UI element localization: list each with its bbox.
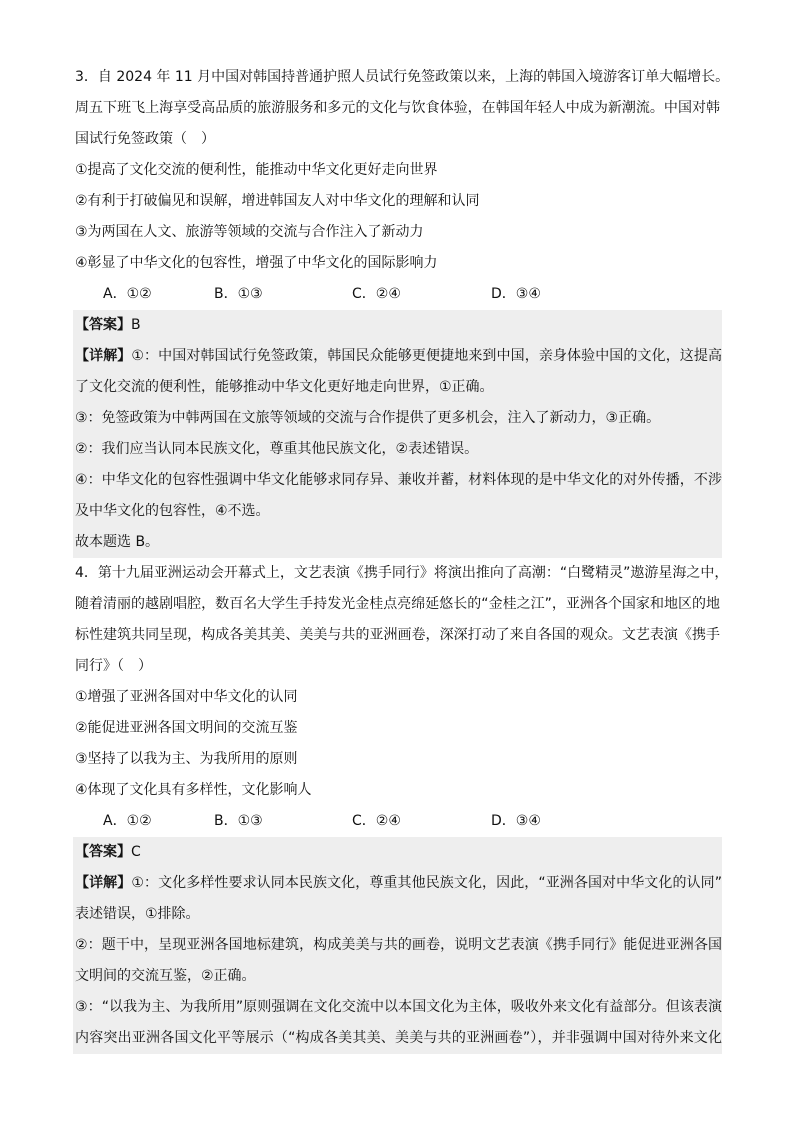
answer-value: B xyxy=(131,317,141,333)
question-3-detail-line-1 xyxy=(75,341,722,372)
detail-label: 【详解】 xyxy=(75,348,132,364)
question-3-detail-line-7: 故本题选 B。 xyxy=(75,534,160,550)
answer-label: 【答案】 xyxy=(75,317,131,333)
answer-label: 【答案】 xyxy=(75,844,131,860)
question-3-statement-4: ④彰显了中华文化的包容性，增强了中华文化的国际影响力 xyxy=(75,255,438,271)
question-3-detail-line-6: 及中华文化的包容性，④不选。 xyxy=(75,503,270,519)
question-3-options xyxy=(75,279,720,310)
question-4-line-2: 随着清丽的越剧唱腔，数百名大学生手持发光金桂点亮绵延悠长的“金桂之江”，亚洲各个国家和地区的地 xyxy=(75,596,720,612)
question-4-detail-line-3: ②：题干中，呈现亚洲各国地标建筑，构成美美与共的画卷，说明文艺表演《携手同行》能促进亚洲各国 xyxy=(75,937,722,953)
question-4-option-c: C．②④ xyxy=(352,813,401,829)
question-4-statement-4: ④体现了文化具有多样性，文化影响人 xyxy=(75,782,312,798)
question-3-option-c: C．②④ xyxy=(352,286,401,302)
question-3-detail-line-4: ②：我们应当认同本民族文化，尊重其他民族文化，②表述错误。 xyxy=(75,441,479,457)
question-4-option-a: A．①② xyxy=(103,813,152,829)
question-4-statement-3: ③坚持了以我为主、为我所用的原则 xyxy=(75,751,298,767)
question-3-statement-2: ②有利于打破偏见和误解，增进韩国友人对中华文化的理解和认同 xyxy=(75,193,480,209)
question-3-option-a: A．①② xyxy=(103,286,152,302)
question-3-detail-line-2: 了文化交流的便利性，能够推动中华文化更好地走向世界，①正确。 xyxy=(75,379,494,395)
question-4-detail-line-6: 内容突出亚洲各国文化平等展示（“构成各美其美、美美与共的亚洲画卷”），并非强调中国对待外来文化 xyxy=(75,1030,722,1046)
question-4-answer xyxy=(75,837,722,868)
question-3-answer-block xyxy=(73,310,722,558)
question-3-statement-3: ③为两国在人文、旅游等领域的交流与合作注入了新动力 xyxy=(75,224,424,240)
answer-value: C xyxy=(131,844,141,860)
question-3-statement-1: ①提高了文化交流的便利性，能推动中华文化更好走向世界 xyxy=(75,162,438,178)
question-3-detail-line-5: ④：中华文化的包容性强调中华文化能够求同存异、兼收并蓄，材料体现的是中华文化的对外传播，不涉 xyxy=(75,472,722,488)
question-4 xyxy=(75,558,729,1054)
question-4-line-4: 同行》（ ） xyxy=(75,658,152,674)
question-3-option-d: D．③④ xyxy=(491,286,541,302)
question-4-line-1: 4．第十九届亚洲运动会开幕式上，文艺表演《携手同行》将演出推向了高潮：“白鹭精灵”遨游星海之中， xyxy=(75,565,729,581)
question-4-detail-line-4: 文明间的交流互鉴，②正确。 xyxy=(75,968,256,984)
question-4-detail-line-5: ③：“以我为主、为我所用”原则强调在文化交流中以本国文化为主体，吸收外来文化有益部分。但该表演 xyxy=(75,999,722,1015)
question-4-line-3: 标性建筑共同呈现，构成各美其美、美美与共的亚洲画卷，深深打动了来自各国的观众。文艺表演《携手 xyxy=(75,627,720,643)
question-4-detail-line-2: 表述错误，①排除。 xyxy=(75,906,200,922)
question-3-answer xyxy=(75,310,722,341)
question-4-statement-2: ②能促进亚洲各国文明间的交流互鉴 xyxy=(75,720,298,736)
question-4-option-d: D．③④ xyxy=(491,813,541,829)
detail-label: 【详解】 xyxy=(75,875,132,891)
question-4-options xyxy=(75,806,720,837)
question-3-line-3: 国试行免签政策（ ） xyxy=(75,131,215,147)
question-3-line-1: 3．自 2024 年 11 月中国对韩国持普通护照人员试行免签政策以来，上海的韩国入境游客订单大幅增长。 xyxy=(75,69,730,85)
detail-text: ①：文化多样性要求认同本民族文化，尊重其他民族文化，因此，“亚洲各国对中华文化的认同” xyxy=(131,875,722,891)
question-4-option-b: B．①③ xyxy=(214,813,263,829)
detail-text: ①：中国对韩国试行免签政策，韩国民众能够更便捷地来到中国，亲身体验中国的文化，这提高 xyxy=(131,348,722,364)
question-3-option-b: B．①③ xyxy=(214,286,263,302)
question-3-line-2: 周五下班飞上海享受高品质的旅游服务和多元的文化与饮食体验，在韩国年轻人中成为新潮流。中国对韩 xyxy=(75,100,720,116)
question-3 xyxy=(75,62,730,558)
question-3-detail-line-3: ③：免签政策为中韩两国在文旅等领域的交流与合作提供了更多机会，注入了新动力，③正确。 xyxy=(75,410,661,426)
question-4-detail-line-1 xyxy=(75,868,722,899)
document-page xyxy=(75,62,730,1054)
question-4-answer-block xyxy=(73,837,722,1054)
question-4-statement-1: ①增强了亚洲各国对中华文化的认同 xyxy=(75,689,298,705)
